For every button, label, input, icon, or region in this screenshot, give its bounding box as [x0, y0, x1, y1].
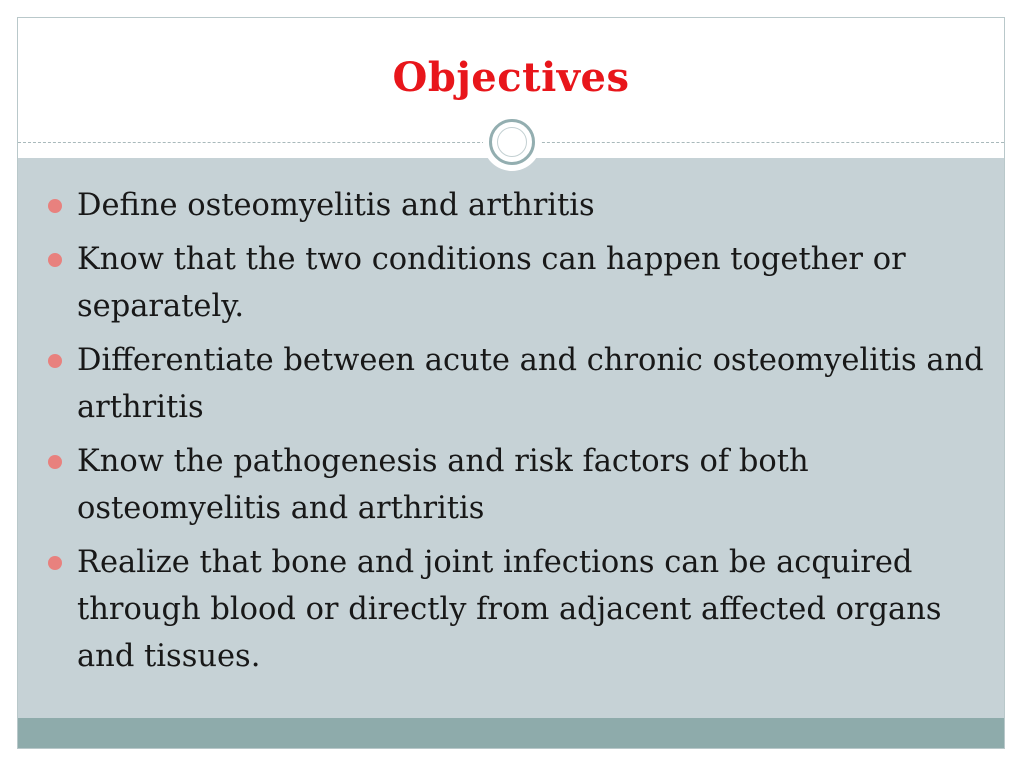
bullet-icon: [48, 199, 62, 213]
footer-band: [18, 718, 1004, 749]
list-item: [46, 236, 996, 330]
ornament-inner-ring: [497, 127, 527, 157]
circle-ornament-icon: [483, 113, 541, 171]
bullet-text: Differentiate between acute and chronic osteomyelitis and arthritis: [77, 343, 984, 425]
bullet-icon: [48, 556, 62, 570]
bullet-icon: [48, 253, 62, 267]
bullet-text: Know that the two conditions can happen together or separately.: [77, 242, 906, 324]
bullet-text: Define osteomyelitis and arthritis: [77, 188, 595, 223]
slide-title: Objectives: [392, 54, 630, 101]
bullet-text: Know the pathogenesis and risk factors of both osteomyelitis and arthritis: [77, 444, 809, 526]
slide: [17, 17, 1005, 749]
ornament-ring: [489, 119, 535, 165]
list-item: [46, 182, 996, 229]
bullet-text: Realize that bone and joint infections can be acquired through blood or directly from adjacent affected organs and tissues.: [77, 545, 942, 674]
objectives-list: [46, 182, 996, 687]
bullet-icon: [48, 455, 62, 469]
list-item: [46, 539, 996, 680]
list-item: [46, 337, 996, 431]
bullet-icon: [48, 354, 62, 368]
list-item: [46, 438, 996, 532]
